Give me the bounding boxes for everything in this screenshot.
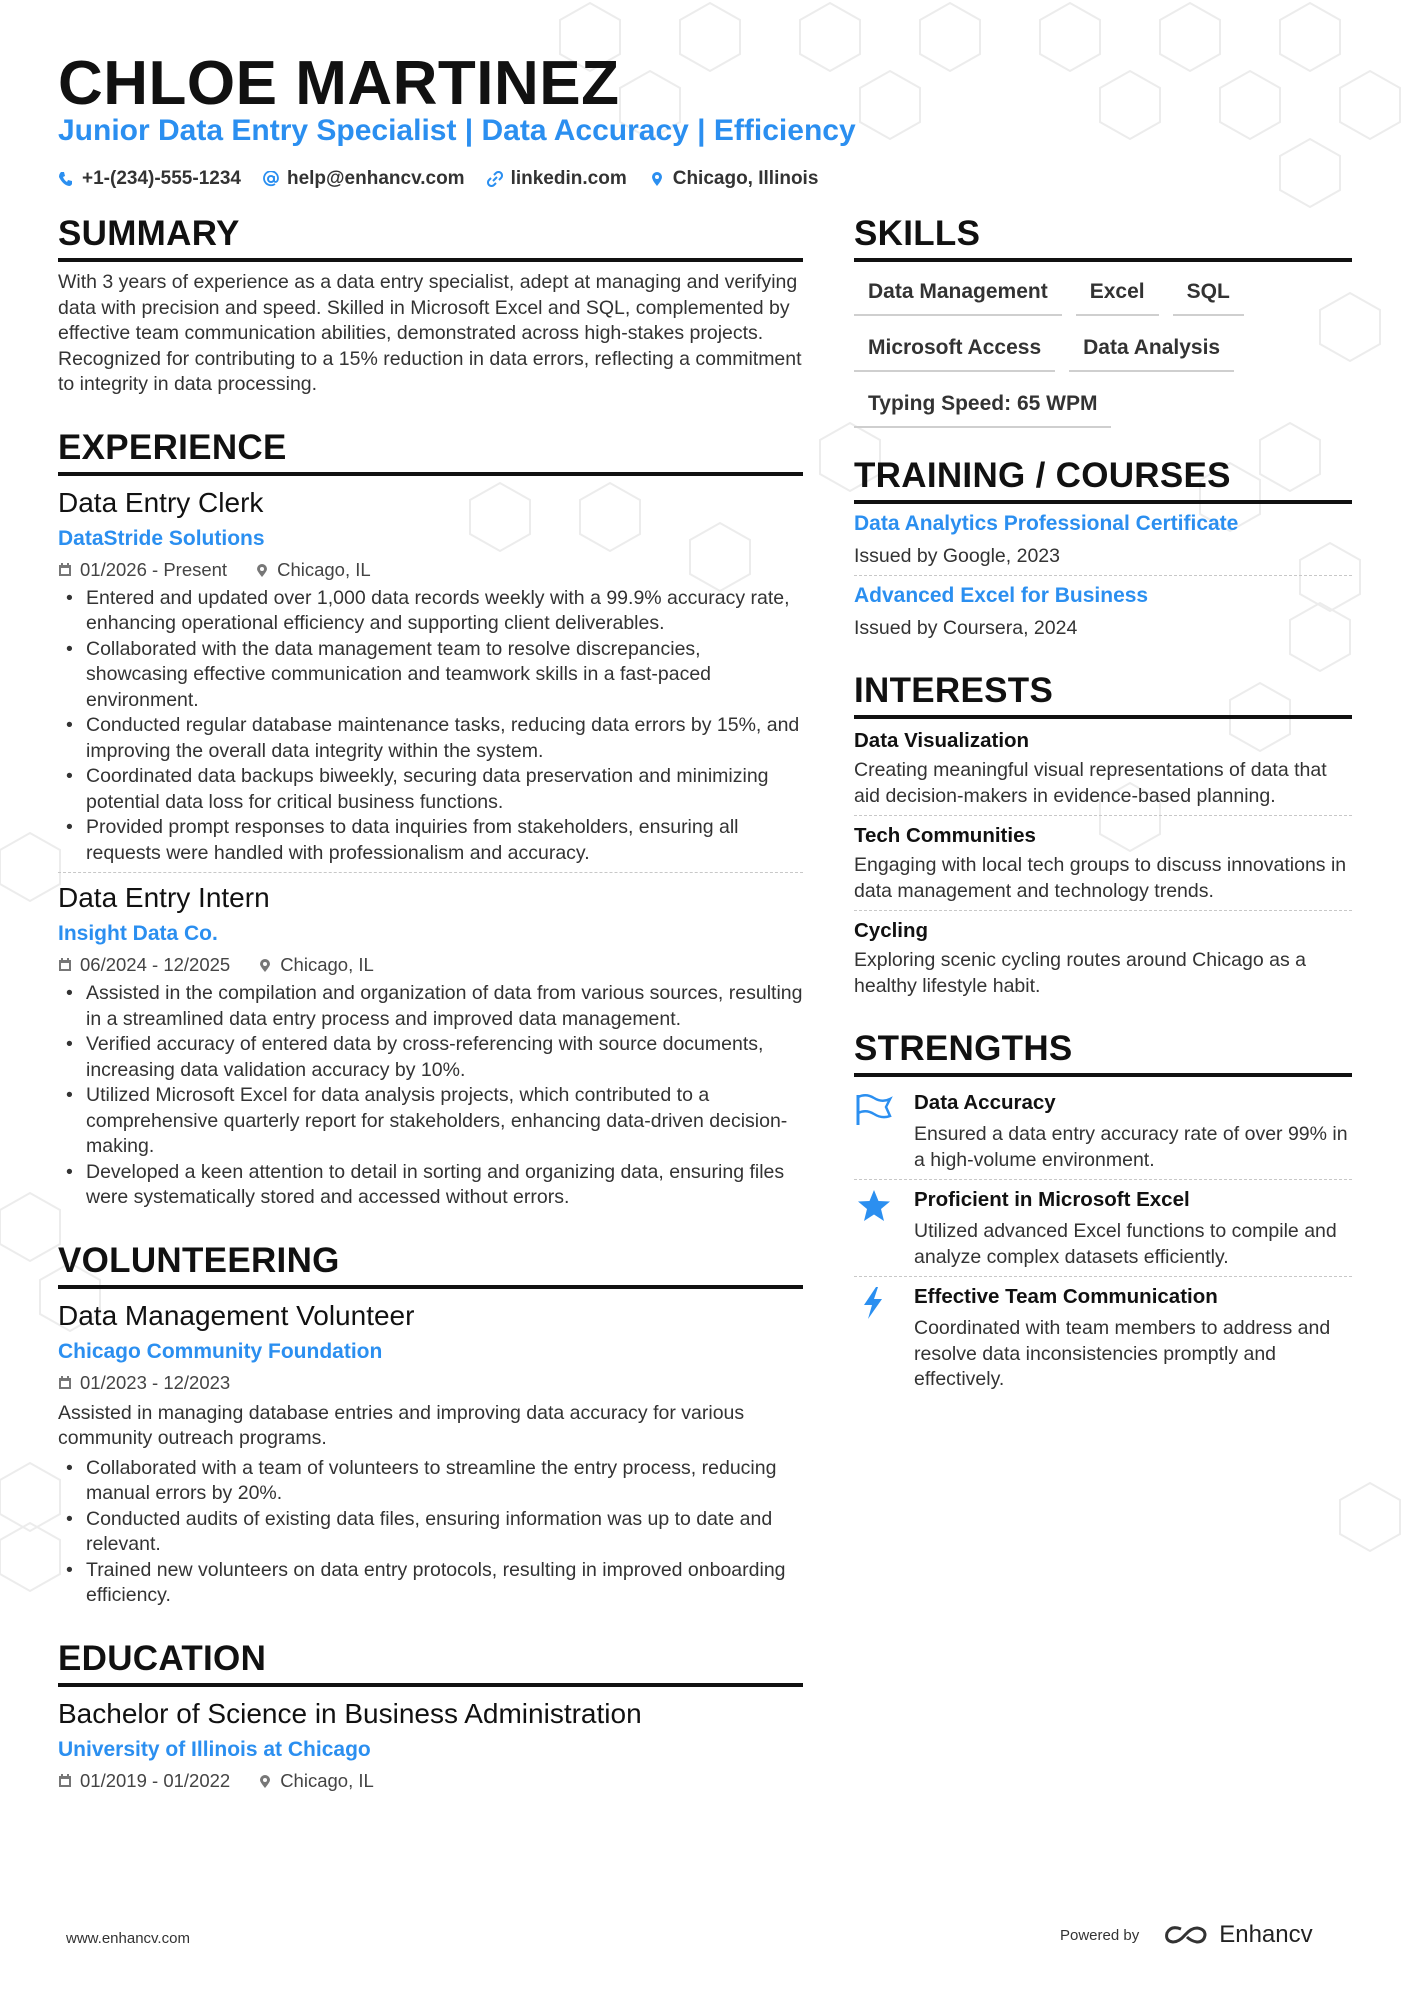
divider bbox=[854, 815, 1352, 816]
footer-branding bbox=[1060, 1921, 1313, 1949]
volunteer-bullets bbox=[58, 1456, 803, 1609]
interest-entry bbox=[854, 917, 1352, 999]
job-meta bbox=[58, 953, 803, 977]
contact-bar bbox=[58, 168, 818, 190]
experience-heading: EXPERIENCE bbox=[58, 428, 803, 476]
contact-phone-text: +1-(234)-555-1234 bbox=[82, 168, 241, 189]
job-dates: 06/2024 - 12/2025 bbox=[80, 954, 231, 975]
list-item: • Provided prompt responses to data inquiries from stakeholders, ensuring all requests were handled with professionalism and accuracy. bbox=[58, 815, 803, 866]
strength-desc: Utilized advanced Excel functions to compile and analyze complex datasets efficiently. bbox=[914, 1220, 1337, 1268]
contact-location-text: Chicago, Illinois bbox=[672, 168, 819, 189]
location-pin-icon bbox=[258, 958, 272, 972]
list-item: • Collaborated with the data management team to resolve discrepancies, showcasing effective communication and teamwork skills in a fast-paced environment. bbox=[58, 637, 803, 714]
contact-phone[interactable] bbox=[58, 168, 241, 190]
skill-tag: Excel bbox=[1076, 274, 1159, 316]
strength-title: Proficient in Microsoft Excel bbox=[914, 1188, 1190, 1211]
volunteer-title: Data Management Volunteer bbox=[58, 1299, 415, 1331]
calendar-icon bbox=[58, 1774, 72, 1788]
course-entry bbox=[854, 582, 1352, 641]
at-icon bbox=[263, 171, 279, 187]
candidate-name: CHLOE MARTINEZ bbox=[58, 49, 620, 118]
skills-heading: SKILLS bbox=[854, 214, 1352, 262]
skill-tag: Typing Speed: 65 WPM bbox=[854, 386, 1111, 428]
course-issuer: Issued by Coursera, 2024 bbox=[854, 617, 1078, 639]
job-title: Data Entry Intern bbox=[58, 882, 270, 913]
right-column bbox=[854, 214, 1352, 1393]
list-item: • Entered and updated over 1,000 data records weekly with a 99.9% accuracy rate, enhancing operational efficiency and supporting client deliverables. bbox=[58, 586, 803, 637]
strengths-heading: STRENGTHS bbox=[854, 1029, 1352, 1077]
list-item: • Utilized Microsoft Excel for data analysis projects, which contributed to a comprehensive quarterly report for stakeholders, enhancing data-driven decision-making. bbox=[58, 1083, 803, 1160]
volunteer-dates: 01/2023 - 12/2023 bbox=[80, 1371, 231, 1393]
education-location: Chicago, IL bbox=[280, 1769, 374, 1791]
location-pin-icon bbox=[255, 563, 269, 577]
list-item: • Conducted regular database maintenance tasks, reducing data errors by 15%, and improving the overall data integrity within the system. bbox=[58, 713, 803, 764]
education-heading: EDUCATION bbox=[58, 1639, 803, 1687]
divider bbox=[854, 575, 1352, 576]
volunteer-org: Chicago Community Foundation bbox=[58, 1339, 383, 1363]
powered-by-text: Powered by bbox=[1060, 1926, 1140, 1944]
interest-desc: Exploring scenic cycling routes around Chicago as a healthy lifestyle habit. bbox=[854, 949, 1306, 997]
interest-title: Cycling bbox=[854, 919, 929, 942]
list-item: • Conducted audits of existing data files, ensuring information was up to date and relevant. bbox=[58, 1507, 803, 1558]
location-pin-icon bbox=[258, 1774, 272, 1788]
job-title: Data Entry Clerk bbox=[58, 486, 264, 518]
course-issuer: Issued by Google, 2023 bbox=[854, 545, 1060, 567]
contact-location bbox=[649, 168, 819, 190]
school-name: University of Illinois at Chicago bbox=[58, 1737, 371, 1761]
enhancv-logo-icon bbox=[1163, 1923, 1209, 1947]
list-item: • Trained new volunteers on data entry protocols, resulting in improved onboarding efficiency. bbox=[58, 1558, 803, 1609]
divider bbox=[854, 1179, 1352, 1180]
summary-heading: SUMMARY bbox=[58, 214, 803, 262]
list-item: • Collaborated with a team of volunteers to streamline the entry process, reducing manual errors by 20%. bbox=[58, 1456, 803, 1507]
education-dates: 01/2019 - 01/2022 bbox=[80, 1769, 231, 1791]
skill-tag: Microsoft Access bbox=[854, 330, 1055, 372]
divider bbox=[854, 910, 1352, 911]
lightning-icon bbox=[854, 1285, 894, 1321]
list-item: • Verified accuracy of entered data by cross-referencing with source documents, increasing data validation accuracy by 10%. bbox=[58, 1032, 803, 1083]
strength-title: Data Accuracy bbox=[914, 1091, 1056, 1114]
strength-entry bbox=[854, 1283, 1352, 1393]
volunteer-meta bbox=[58, 1371, 803, 1395]
course-entry bbox=[854, 510, 1352, 569]
calendar-icon bbox=[58, 958, 72, 972]
strength-entry bbox=[854, 1186, 1352, 1270]
interest-title: Tech Communities bbox=[854, 824, 1036, 847]
interest-entry bbox=[854, 727, 1352, 809]
job-bullets bbox=[58, 981, 803, 1211]
location-pin-icon bbox=[649, 171, 665, 187]
list-item: • Coordinated data backups biweekly, securing data preservation and minimizing potential data loss for critical business functions. bbox=[58, 764, 803, 815]
job-location: Chicago, IL bbox=[280, 954, 374, 975]
degree: Bachelor of Science in Business Administration bbox=[58, 1697, 642, 1729]
list-item: • Assisted in the compilation and organization of data from various sources, resulting in a streamlined data entry process and improved data management. bbox=[58, 981, 803, 1032]
company-name: Insight Data Co. bbox=[58, 922, 218, 945]
star-icon bbox=[854, 1188, 894, 1224]
education-meta bbox=[58, 1769, 803, 1793]
strength-desc: Ensured a data entry accuracy rate of over 99% in a high-volume environment. bbox=[914, 1123, 1348, 1171]
volunteer-description: Assisted in managing database entries and improving data accuracy for various community outreach programs. bbox=[58, 1401, 745, 1449]
candidate-title: Junior Data Entry Specialist | Data Accuracy | Efficiency bbox=[58, 114, 856, 147]
contact-linkedin-text: linkedin.com bbox=[510, 168, 627, 189]
calendar-icon bbox=[58, 1376, 72, 1390]
interest-desc: Creating meaningful visual representations of data that aid decision-makers in evidence-based planning. bbox=[854, 759, 1327, 807]
list-item: • Developed a keen attention to detail in sorting and organizing data, ensuring files were systematically stored and accessed without errors. bbox=[58, 1160, 803, 1211]
course-name: Advanced Excel for Business bbox=[854, 584, 1149, 607]
interest-title: Data Visualization bbox=[854, 729, 1030, 752]
phone-icon bbox=[58, 171, 74, 187]
job-dates: 01/2026 - Present bbox=[80, 558, 228, 580]
skill-tag: Data Management bbox=[854, 274, 1062, 316]
strength-title: Effective Team Communication bbox=[914, 1285, 1218, 1308]
interests-heading: INTERESTS bbox=[854, 671, 1352, 719]
skills-list bbox=[854, 274, 1352, 428]
contact-email-text: help@enhancv.com bbox=[286, 168, 465, 189]
contact-linkedin[interactable] bbox=[487, 168, 627, 190]
job-meta bbox=[58, 558, 803, 582]
link-icon bbox=[487, 171, 503, 187]
divider bbox=[58, 872, 803, 873]
left-column bbox=[58, 214, 803, 1793]
company-name: DataStride Solutions bbox=[58, 526, 265, 550]
volunteering-heading: VOLUNTEERING bbox=[58, 1241, 803, 1289]
interest-entry bbox=[854, 822, 1352, 904]
footer-website[interactable]: www.enhancv.com bbox=[66, 1930, 190, 1947]
job-entry bbox=[58, 486, 803, 867]
calendar-icon bbox=[58, 563, 72, 577]
job-location: Chicago, IL bbox=[277, 558, 371, 580]
strength-desc: Coordinated with team members to address and resolve data inconsistencies promptly and effectively. bbox=[914, 1317, 1331, 1390]
course-name: Data Analytics Professional Certificate bbox=[854, 512, 1239, 535]
training-heading: TRAINING / COURSES bbox=[854, 456, 1352, 504]
volunteer-entry bbox=[58, 1299, 803, 1609]
divider bbox=[854, 1276, 1352, 1277]
strength-entry bbox=[854, 1089, 1352, 1173]
job-entry bbox=[58, 881, 803, 1211]
brand-name: Enhancv bbox=[1219, 1921, 1313, 1948]
summary-text: With 3 years of experience as a data entry specialist, adept at managing and verifying data with precision and speed. Skilled in Microsoft Excel and SQL, complemented by effective team communication abilities, demonstrated across high-stakes projects. Recognized for contributing to a 15% reduction in data errors, reflecting a commitment to integrity in data processing. bbox=[58, 271, 802, 395]
skill-tag: Data Analysis bbox=[1069, 330, 1234, 372]
skill-tag: SQL bbox=[1173, 274, 1244, 316]
brand-logo[interactable] bbox=[1163, 1921, 1312, 1949]
education-entry bbox=[58, 1697, 803, 1793]
flag-icon bbox=[854, 1091, 894, 1127]
job-bullets bbox=[58, 586, 803, 867]
contact-email[interactable] bbox=[263, 168, 465, 190]
interest-desc: Engaging with local tech groups to discuss innovations in data management and technology trends. bbox=[854, 854, 1347, 902]
